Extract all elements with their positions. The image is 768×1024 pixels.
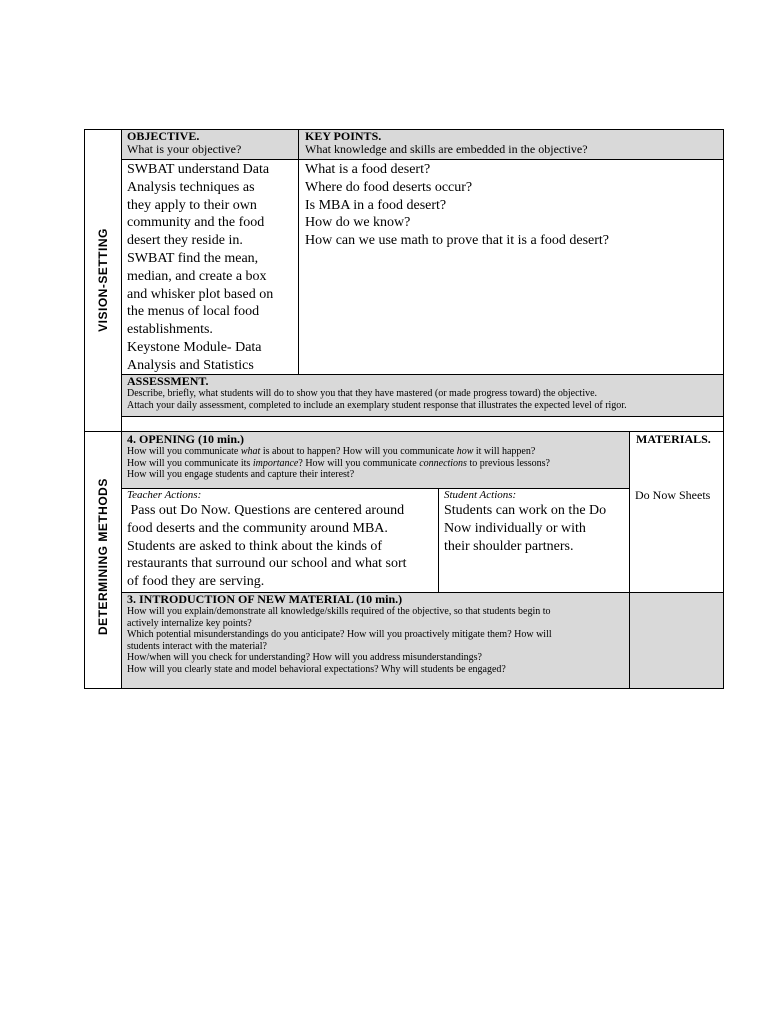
opening-q1-part: How will you communicate [127,446,241,457]
side-label-divider [121,129,122,689]
new-material-line: actively internalize key points? [127,617,252,629]
teacher-actions-label: Teacher Actions: [127,489,202,501]
assessment-section [127,375,722,411]
opening-question [127,446,627,458]
key-points-list [305,161,720,250]
objective-line: Analysis techniques as [127,179,255,195]
key-point-item: How do we know? [305,215,411,231]
assessment-line: Attach your daily assessment, completed to include an exemplary student response that illustrates the expected level of rigor. [127,399,627,411]
key-point-item: Is MBA in a food desert? [305,197,447,213]
key-points-header [305,130,720,156]
teacher-action-line: restaurants that surround our school and what sort [127,556,407,572]
new-material-section [127,593,627,675]
key-point-item: What is a food desert? [305,162,431,177]
objective-keypoints-divider [298,129,299,375]
student-action-line: Now individually or with [444,520,586,536]
teacher-action-line: food deserts and the community around MBA. [127,520,388,536]
assessment-line: Describe, briefly, what students will do to show you that they have mastered (or made progress toward) the objective. [127,388,598,399]
objective-line: Analysis and Statistics [127,357,254,373]
assessment-bottom-border [121,416,724,417]
materials-bg-bottom [629,592,723,688]
objective-line: community and the food [127,215,265,231]
objective-header [127,130,297,156]
teacher-student-divider [438,488,439,592]
new-material-line: How will you clearly state and model behavioral expectations? Why will students be engaged? [127,663,506,675]
opening-q2-part: to previous lessons? [466,457,550,469]
key-point-item: How can we use math to prove that it is a food desert? [305,233,610,249]
key-point-item: Where do food deserts occur? [305,179,473,195]
materials-title: MATERIALS. [636,432,711,446]
vision-setting-label: VISION-SETTING [96,228,110,332]
opening-q2-emph: importance [252,457,299,469]
opening-q1-part: it will happen? [473,446,536,457]
new-material-line: How will you explain/demonstrate all knowledge/skills required of the objective, so that students begin to [127,606,551,617]
teacher-action-line: Students are asked to think about the kinds of [127,538,383,554]
new-material-line: students interact with the material? [127,640,267,652]
new-material-line: Which potential misunderstandings do you anticipate? How will you proactively mitigate them? How will [127,629,552,640]
opening-q1-emph: what [240,446,261,457]
objective-line: they apply to their own [127,197,257,213]
new-material-title: 3. INTRODUCTION OF NEW MATERIAL (10 min.) [127,592,403,606]
table-border-bottom [84,688,724,689]
teacher-actions [127,489,437,591]
student-actions [444,489,628,555]
materials-divider [629,431,630,688]
opening-header [127,433,627,481]
objective-line: SWBAT understand Data [127,162,270,177]
objective-text [127,161,297,375]
objective-line: desert they reside in. [127,233,243,249]
opening-q2-emph: connections [419,457,467,469]
materials-item: Do Now Sheets [635,488,711,502]
assessment-title: ASSESSMENT. [127,374,209,388]
objective-line: establishments. [127,322,213,338]
opening-question [127,458,627,470]
opening-title: 4. OPENING (10 min.) [127,432,244,446]
key-points-title: KEY POINTS. [305,129,382,143]
objective-line: Keystone Module- Data [127,339,262,355]
objective-line: SWBAT find the mean, [127,250,259,266]
opening-q1-part: is about to happen? How will you communicate [260,446,457,457]
objective-title: OBJECTIVE. [127,129,200,143]
student-actions-label: Student Actions: [444,489,517,501]
opening-q2-part: How will you communicate its [127,457,253,469]
table-border-left [84,129,85,689]
student-action-line: their shoulder partners. [444,538,574,554]
opening-question: How will you engage students and capture their interest? [127,469,355,480]
objective-line: median, and create a box [127,268,267,284]
header-divider [121,159,724,160]
objective-line: and whisker plot based on [127,286,274,302]
teacher-action-line: of food they are serving. [127,574,265,590]
determining-methods-label: DETERMINING METHODS [96,478,110,635]
objective-line: the menus of local food [127,304,260,320]
student-action-line: Students can work on the Do [444,503,607,518]
key-points-prompt: What knowledge and skills are embedded in the objective? [305,142,588,156]
objective-prompt: What is your objective? [127,142,242,156]
opening-q1-emph: how [456,446,474,457]
new-material-line: How/when will you check for understanding? How will you address misunderstandings? [127,652,482,663]
teacher-action-line: Pass out Do Now. Questions are centered around [127,503,405,518]
table-border-right [723,129,724,689]
opening-q2-part: ? How will you communicate [298,457,420,469]
